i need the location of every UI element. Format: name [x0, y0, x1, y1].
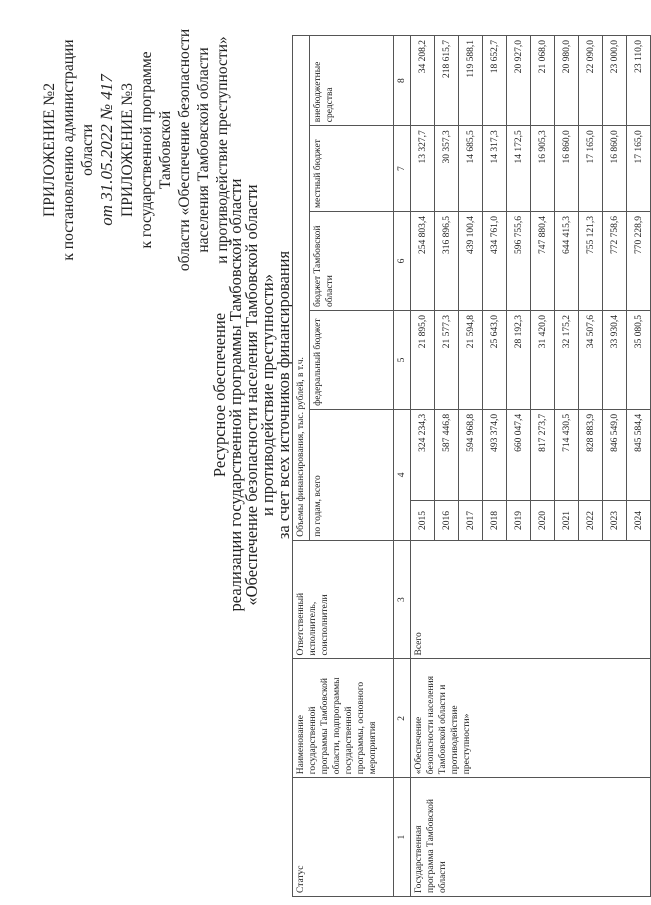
year-cell: 2019: [507, 501, 531, 541]
appendix-program-ref-4: и противодействие преступности»: [214, 36, 231, 264]
federal-cell: 25 643,0: [483, 310, 507, 409]
regional-cell: 596 755,6: [507, 212, 531, 311]
handwritten-date-number: от 31.05.2022 № 417: [97, 74, 116, 226]
financing-table: [292, 35, 651, 897]
executor-cell: Всего: [411, 540, 651, 659]
federal-cell: 32 175,2: [555, 310, 579, 409]
header-local: местный бюджет: [310, 126, 394, 212]
extra-cell: 21 068,0: [531, 36, 555, 126]
local-cell: 13 327,7: [411, 126, 435, 212]
total-cell: 828 883,9: [579, 409, 603, 500]
extra-cell: 23 000,0: [603, 36, 627, 126]
heading-line-2: реализации государственной программы Тамбовской области: [226, 178, 245, 612]
total-cell: 594 968,8: [459, 409, 483, 500]
federal-cell: 34 507,6: [579, 310, 603, 409]
total-cell: 846 549,0: [603, 409, 627, 500]
local-cell: 14 685,5: [459, 126, 483, 212]
total-cell: 587 446,8: [435, 409, 459, 500]
heading-line-3: «Обеспечение безопасности населения Тамбовской области: [242, 184, 261, 606]
federal-cell: 21 895,0: [411, 310, 435, 409]
regional-cell: 770 228,9: [627, 212, 651, 311]
col-number-6: 6: [394, 212, 411, 311]
total-cell: 817 273,7: [531, 409, 555, 500]
federal-cell: 21 577,3: [435, 310, 459, 409]
federal-cell: 31 420,0: [531, 310, 555, 409]
appendix-title-2: ПРИЛОЖЕНИЕ №2: [41, 83, 58, 217]
extra-cell: 18 652,7: [483, 36, 507, 126]
header-row-1: [293, 36, 310, 897]
col-number-5: 5: [394, 310, 411, 409]
col-number-4: 4: [394, 409, 411, 540]
federal-cell: 28 192,3: [507, 310, 531, 409]
local-cell: 14 317,3: [483, 126, 507, 212]
extra-cell: 22 090,0: [579, 36, 603, 126]
local-cell: 30 357,3: [435, 126, 459, 212]
regional-cell: 439 100,4: [459, 212, 483, 311]
federal-cell: 33 930,4: [603, 310, 627, 409]
year-cell: 2024: [627, 501, 651, 541]
local-cell: 17 165,0: [579, 126, 603, 212]
regional-cell: 316 896,5: [435, 212, 459, 311]
header-volumes: Объемы финансирования, тыс. рублей, в т.ч.: [293, 36, 310, 541]
program-name-cell: «Обеспечение безопасности населения Тамбовской области и противодействие преступности»: [411, 659, 651, 778]
appendix-program-ref-2: области «Обеспечение безопасности: [176, 28, 193, 272]
year-cell: 2015: [411, 501, 435, 541]
regional-cell: 644 415,3: [555, 212, 579, 311]
header-federal: федеральный бюджет: [310, 310, 394, 409]
col-number-2: 2: [394, 659, 411, 778]
year-cell: 2017: [459, 501, 483, 541]
extra-cell: 20 980,0: [555, 36, 579, 126]
regional-cell: 434 761,0: [483, 212, 507, 311]
year-cell: 2016: [435, 501, 459, 541]
total-cell: 714 430,5: [555, 409, 579, 500]
extra-cell: 23 110,0: [627, 36, 651, 126]
col-number-7: 7: [394, 126, 411, 212]
status-cell: Государственная программа Тамбовской области: [411, 778, 651, 897]
appendix-program-ref-3: населения Тамбовской области: [195, 47, 212, 253]
year-cell: 2023: [603, 501, 627, 541]
year-cell: 2022: [579, 501, 603, 541]
regional-cell: 772 758,6: [603, 212, 627, 311]
local-cell: 16 860,0: [603, 126, 627, 212]
regional-cell: 755 121,3: [579, 212, 603, 311]
col-number-1: 1: [394, 778, 411, 897]
regional-cell: 747 880,4: [531, 212, 555, 311]
extra-cell: 119 588,1: [459, 36, 483, 126]
extra-cell: 218 615,7: [435, 36, 459, 126]
column-number-row: [394, 36, 411, 897]
table-row: [411, 36, 435, 897]
local-cell: 17 165,0: [627, 126, 651, 212]
extra-cell: 34 208,2: [411, 36, 435, 126]
heading-line-1: Ресурсное обеспечение: [210, 312, 229, 478]
appendix-block: [40, 15, 232, 285]
federal-cell: 21 594,8: [459, 310, 483, 409]
total-cell: 324 234,3: [411, 409, 435, 500]
heading-line-4: и противодействие преступности»: [258, 273, 277, 517]
year-cell: 2018: [483, 501, 507, 541]
header-regional: бюджет Тамбовской области: [310, 212, 394, 311]
local-cell: 16 860,0: [555, 126, 579, 212]
local-cell: 14 172,5: [507, 126, 531, 212]
federal-cell: 35 080,5: [627, 310, 651, 409]
appendix-title-3: ПРИЛОЖЕНИЕ №3: [119, 83, 136, 217]
heading-line-5: за счет всех источников финансирования: [274, 250, 293, 540]
header-status: Статус: [293, 778, 394, 897]
year-cell: 2021: [555, 501, 579, 541]
col-number-3: 3: [394, 540, 411, 659]
header-extra: внебюджетные средства: [310, 36, 394, 126]
header-executor: Ответственный исполнитель, соисполнители: [293, 540, 394, 659]
extra-cell: 20 927,0: [507, 36, 531, 126]
appendix-resolution-ref: к постановлению администрации области: [60, 39, 96, 261]
header-name: Наименование государственной программы Тамбовской области, подпрограммы государственной программы, основного мероприятия: [293, 659, 394, 778]
col-number-8: 8: [394, 36, 411, 126]
header-by-year: по годам, всего: [310, 409, 394, 540]
total-cell: 493 374,0: [483, 409, 507, 500]
local-cell: 16 905,3: [531, 126, 555, 212]
total-cell: 660 047,4: [507, 409, 531, 500]
regional-cell: 254 803,4: [411, 212, 435, 311]
year-cell: 2020: [531, 501, 555, 541]
appendix-program-ref-1: к государственной программе Тамбовской: [138, 51, 174, 249]
total-cell: 845 584,4: [627, 409, 651, 500]
document-heading: [212, 125, 292, 665]
